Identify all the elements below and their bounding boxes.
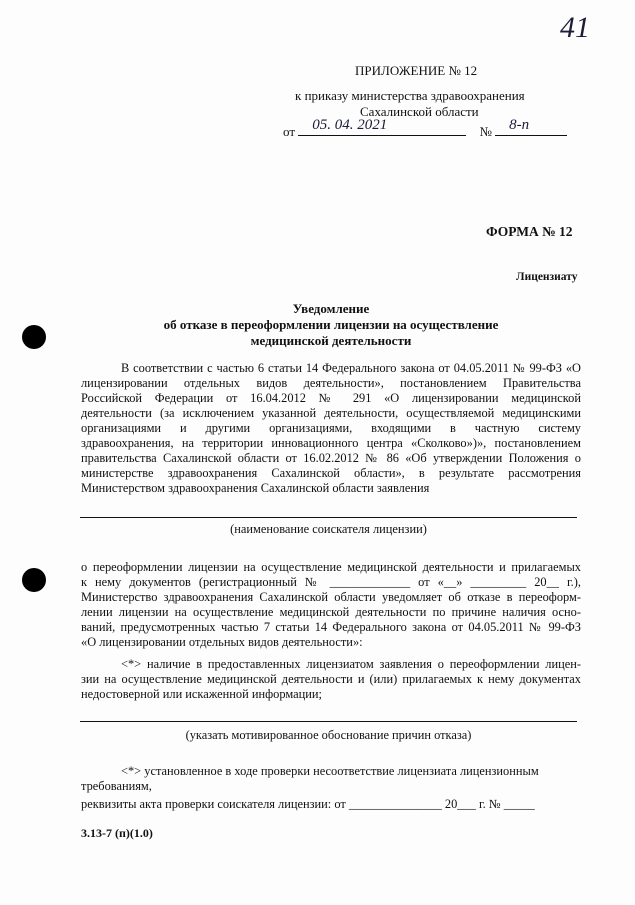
- paragraph-line: деятельности (за исключением указанной деятельности, осуществляемой медицинскими: [81, 406, 581, 420]
- paragraph-line: <*> наличие в предоставленных лицензиатом заявления о переоформлении лицен-: [121, 657, 581, 671]
- recipient-label: Лицензиату: [516, 271, 578, 283]
- punch-hole: [22, 325, 46, 349]
- paragraph-line: В соответствии с частью 6 статьи 14 Федерального закона от 04.05.2011 № 99-ФЗ «О: [121, 361, 581, 375]
- paragraph-line: недостоверной или искаженной информации;: [81, 687, 322, 701]
- number-prefix: №: [479, 124, 492, 139]
- paragraph-line: требованиям,: [81, 779, 152, 793]
- order-date-row: [283, 117, 567, 139]
- paragraph-line: организациями и другими организациями, входящими в частную систему: [81, 421, 581, 435]
- date-prefix: от: [283, 124, 296, 139]
- paragraph-line: <*> установленное в ходе проверки несоответствие лицензиата лицензионным: [121, 764, 539, 778]
- paragraph-line: ваний, предусмотренных частью 7 статьи 14 Федерального закона от 04.05.2011 № 99-ФЗ: [81, 620, 581, 634]
- title-line-1: Уведомление: [292, 301, 370, 316]
- paragraph-line: здравоохранения, на территории инновационного центра «Сколково»)», постановлением: [81, 436, 581, 450]
- paragraph-line: лицензировании отдельных видов деятельности», постановлением Правительства: [81, 376, 581, 390]
- form-code: 3.13-7 (п)(1.0): [81, 826, 153, 840]
- date-value: 05. 04. 2021: [312, 117, 388, 133]
- intro-paragraph: [81, 361, 581, 496]
- paragraph-line: о переоформлении лицензии на осуществление медицинской деятельности и прилагаемых: [81, 560, 581, 574]
- date-field: [298, 117, 466, 136]
- reason-1-paragraph: [81, 657, 581, 702]
- applicant-caption: (наименование соискателя лицензии): [230, 522, 427, 536]
- handwritten-page-number: 41: [560, 11, 590, 44]
- paragraph-line: Министерством здравоохранения Сахалинской области заявления: [81, 481, 430, 495]
- reason-line: [80, 721, 577, 722]
- paragraph-line: лении лицензии на осуществление медицинской деятельности по причине наличия осно-: [81, 605, 581, 619]
- act-details-line: реквизиты акта проверки соискателя лицензии: от _______________ 20___ г. № _____: [81, 797, 535, 811]
- reason-caption: (указать мотивированное обоснование причин отказа): [185, 728, 472, 742]
- punch-hole: [22, 568, 46, 592]
- paragraph-line: правительства Сахалинской области от 16.02.2012 № 86 «Об утверждении Положения о: [81, 451, 581, 465]
- body-paragraph: [81, 560, 581, 650]
- order-line-2: Сахалинской области: [360, 104, 479, 119]
- paragraph-line: зии на осуществление медицинской деятельности и (или) прилагаемых к нему документах: [81, 672, 581, 686]
- number-value: 8-п: [509, 117, 530, 133]
- title-line-2: об отказе в переоформлении лицензии на осуществление: [163, 317, 499, 332]
- paragraph-line: Министерство здравоохранения Сахалинской области уведомляет об отказе в переоформ-: [81, 590, 581, 604]
- paragraph-line: Российской Федерации от 16.04.2012 № 291 «О лицензировании медицинской: [81, 391, 581, 405]
- paragraph-line: министерстве здравоохранения Сахалинской области», в результате рассмотрения: [81, 466, 581, 480]
- applicant-name-line: [80, 517, 577, 518]
- reason-2-paragraph: [81, 764, 581, 794]
- form-label: ФОРМА № 12: [486, 224, 573, 239]
- paragraph-line: «О лицензировании отдельных видов деятельности»:: [81, 635, 363, 649]
- number-field: [495, 117, 567, 136]
- order-line-1: к приказу министерства здравоохранения: [295, 88, 525, 103]
- paragraph-line: к нему документов (регистрационный № _____________ от «__» _________ 20__ г.),: [81, 575, 581, 589]
- appendix-label: ПРИЛОЖЕНИЕ № 12: [355, 63, 478, 78]
- title-line-3: медицинской деятельности: [250, 333, 412, 348]
